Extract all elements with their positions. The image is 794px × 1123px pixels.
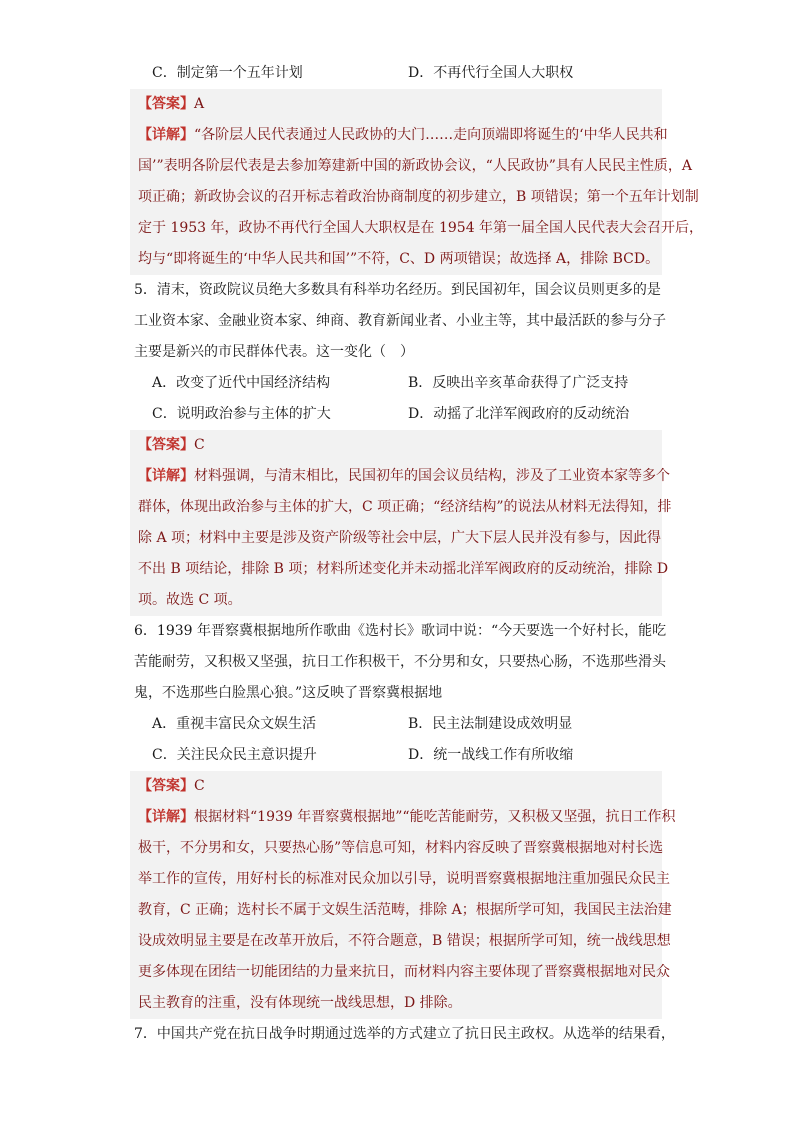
q5-detail-line: 除 A 项；材料中主要是涉及资产阶级等社会中层，广大下层人民并没有参与，因此得 xyxy=(138,530,662,546)
q5-detail-text: 材料强调，与清末相比，民国初年的国会议员结构，涉及了工业资本家等多个 xyxy=(194,468,670,484)
q6-detail-line xyxy=(130,802,676,833)
q6-option-a[interactable]: A．重视丰富民众文娱生活 xyxy=(152,716,317,732)
answer-tag: 【答案】 xyxy=(138,778,194,794)
q5-option-a[interactable]: A．改变了近代中国经济结构 xyxy=(152,375,331,391)
answer-tag: 【答案】 xyxy=(138,437,194,453)
q4-answer-block xyxy=(130,89,704,275)
q6-stem-line: 6．1939 年晋察冀根据地所作歌曲《选村长》歌词中说：“今天要选一个好村长，能吃 xyxy=(134,623,667,639)
q5-answer-line xyxy=(130,430,662,461)
q4-detail-line xyxy=(130,120,668,151)
q5-detail-line: 群体，体现出政治参与主体的扩大，C 项正确；“经济结构”的说法从材料无法得知，排 xyxy=(138,499,672,515)
q5-answer-value: C xyxy=(194,437,205,453)
q4-detail-line: 均与“即将诞生的‘中华人民共和国’”不符，C、D 两项错误；故选择 A，排除 BCD。 xyxy=(138,251,660,267)
q4-option-c[interactable]: C．制定第一个五年计划 xyxy=(152,65,303,81)
document-page xyxy=(130,58,704,1050)
q5-stem-line: 工业资本家、金融业资本家、绅商、教育新闻业者、小业主等，其中最活跃的参与分子 xyxy=(134,313,666,329)
q6-stem-line: 苦能耐劳，又积极又坚强，抗日工作积极干，不分男和女，只要热心肠，不选那些滑头 xyxy=(134,654,666,670)
q5-option-b[interactable]: B．反映出辛亥革命获得了广泛支持 xyxy=(408,375,629,391)
q6-stem-line: 鬼，不选那些白脸黑心狼。”这反映了晋察冀根据地 xyxy=(134,685,443,701)
q6-detail-line: 民主教育的注重，没有体现统一战线思想，D 排除。 xyxy=(138,995,462,1011)
q5-options-row-2 xyxy=(130,399,670,430)
q4-detail-text: “各阶层人民代表通过人民政协的大门……走向顶端即将诞生的‘中华人民共和 xyxy=(194,127,668,143)
q6-options-row-2 xyxy=(130,740,670,771)
q5-detail-line: 不出 B 项结论，排除 B 项；材料所述变化并未动摇北洋军阀政府的反动统治，排除 D xyxy=(138,561,669,577)
q4-options-row-2 xyxy=(130,58,670,89)
q4-detail-line: 国’”表明各阶层代表是去参加筹建新中国的新政协会议，“人民政协”具有人民民主性质，A xyxy=(138,158,693,174)
q6-answer-value: C xyxy=(194,778,205,794)
answer-tag: 【答案】 xyxy=(138,96,194,112)
detail-tag: 【详解】 xyxy=(138,809,194,825)
detail-tag: 【详解】 xyxy=(138,468,194,484)
q6-option-d[interactable]: D．统一战线工作有所收缩 xyxy=(408,747,574,763)
q5-options-row-1 xyxy=(130,368,670,399)
q4-detail-line: 项正确；新政协会议的召开标志着政治协商制度的初步建立，B 项错误；第一个五年计划制 xyxy=(138,189,699,205)
q6-detail-line: 教育，C 正确；选村长不属于文娱生活范畴，排除 A；根据所学可知，我国民主法治建 xyxy=(138,902,672,918)
q4-detail-line: 定于 1953 年，政协不再代行全国人大职权是在 1954 年第一届全国人民代表大会召开后， xyxy=(138,220,704,236)
q5-answer-block xyxy=(130,430,672,616)
q6-option-b[interactable]: B．民主法制建设成效明显 xyxy=(408,716,573,732)
q6-detail-text: 根据材料“1939 年晋察冀根据地”“能吃苦能耐劳，又积极又坚强，抗日工作积 xyxy=(194,809,676,825)
q6-answer-block xyxy=(130,771,676,1019)
q5-detail-line: 项。故选 C 项。 xyxy=(138,592,242,608)
q5-stem-line: 主要是新兴的市民群体代表。这一变化（ ） xyxy=(134,344,414,360)
q5-option-c[interactable]: C．说明政治参与主体的扩大 xyxy=(152,406,331,422)
q7-stem-line: 7．中国共产党在抗日战争时期通过选举的方式建立了抗日民主政权。从选举的结果看， xyxy=(134,1026,675,1042)
q6-detail-line: 设成效明显主要是在改革开放后，不符合题意，B 错误；根据所学可知，统一战线思想 xyxy=(138,933,671,949)
q5-stem-line: 5．清末，资政院议员绝大多数具有科举功名经历。到民国初年，国会议员则更多的是 xyxy=(134,282,661,298)
q4-answer-value: A xyxy=(194,96,205,112)
q6-options-row-1 xyxy=(130,709,670,740)
q6-detail-line: 更多体现在团结一切能团结的力量来抗日，而材料内容主要体现了晋察冀根据地对民众 xyxy=(138,964,670,980)
q4-answer-line xyxy=(130,89,662,120)
q6-answer-line xyxy=(130,771,662,802)
q4-option-d[interactable]: D．不再代行全国人大职权 xyxy=(408,65,574,81)
q6-detail-line: 极干，不分男和女，只要热心肠”等信息可知，材料内容反映了晋察冀根据地对村长选 xyxy=(138,840,664,856)
q5-detail-line xyxy=(130,461,670,492)
detail-tag: 【详解】 xyxy=(138,127,194,143)
q5-option-d[interactable]: D．动摇了北洋军阀政府的反动统治 xyxy=(408,406,630,422)
q6-detail-line: 举工作的宣传，用好村长的标准对民众加以引导，说明晋察冀根据地注重加强民众民主 xyxy=(138,871,670,887)
q6-option-c[interactable]: C．关注民众民主意识提升 xyxy=(152,747,317,763)
